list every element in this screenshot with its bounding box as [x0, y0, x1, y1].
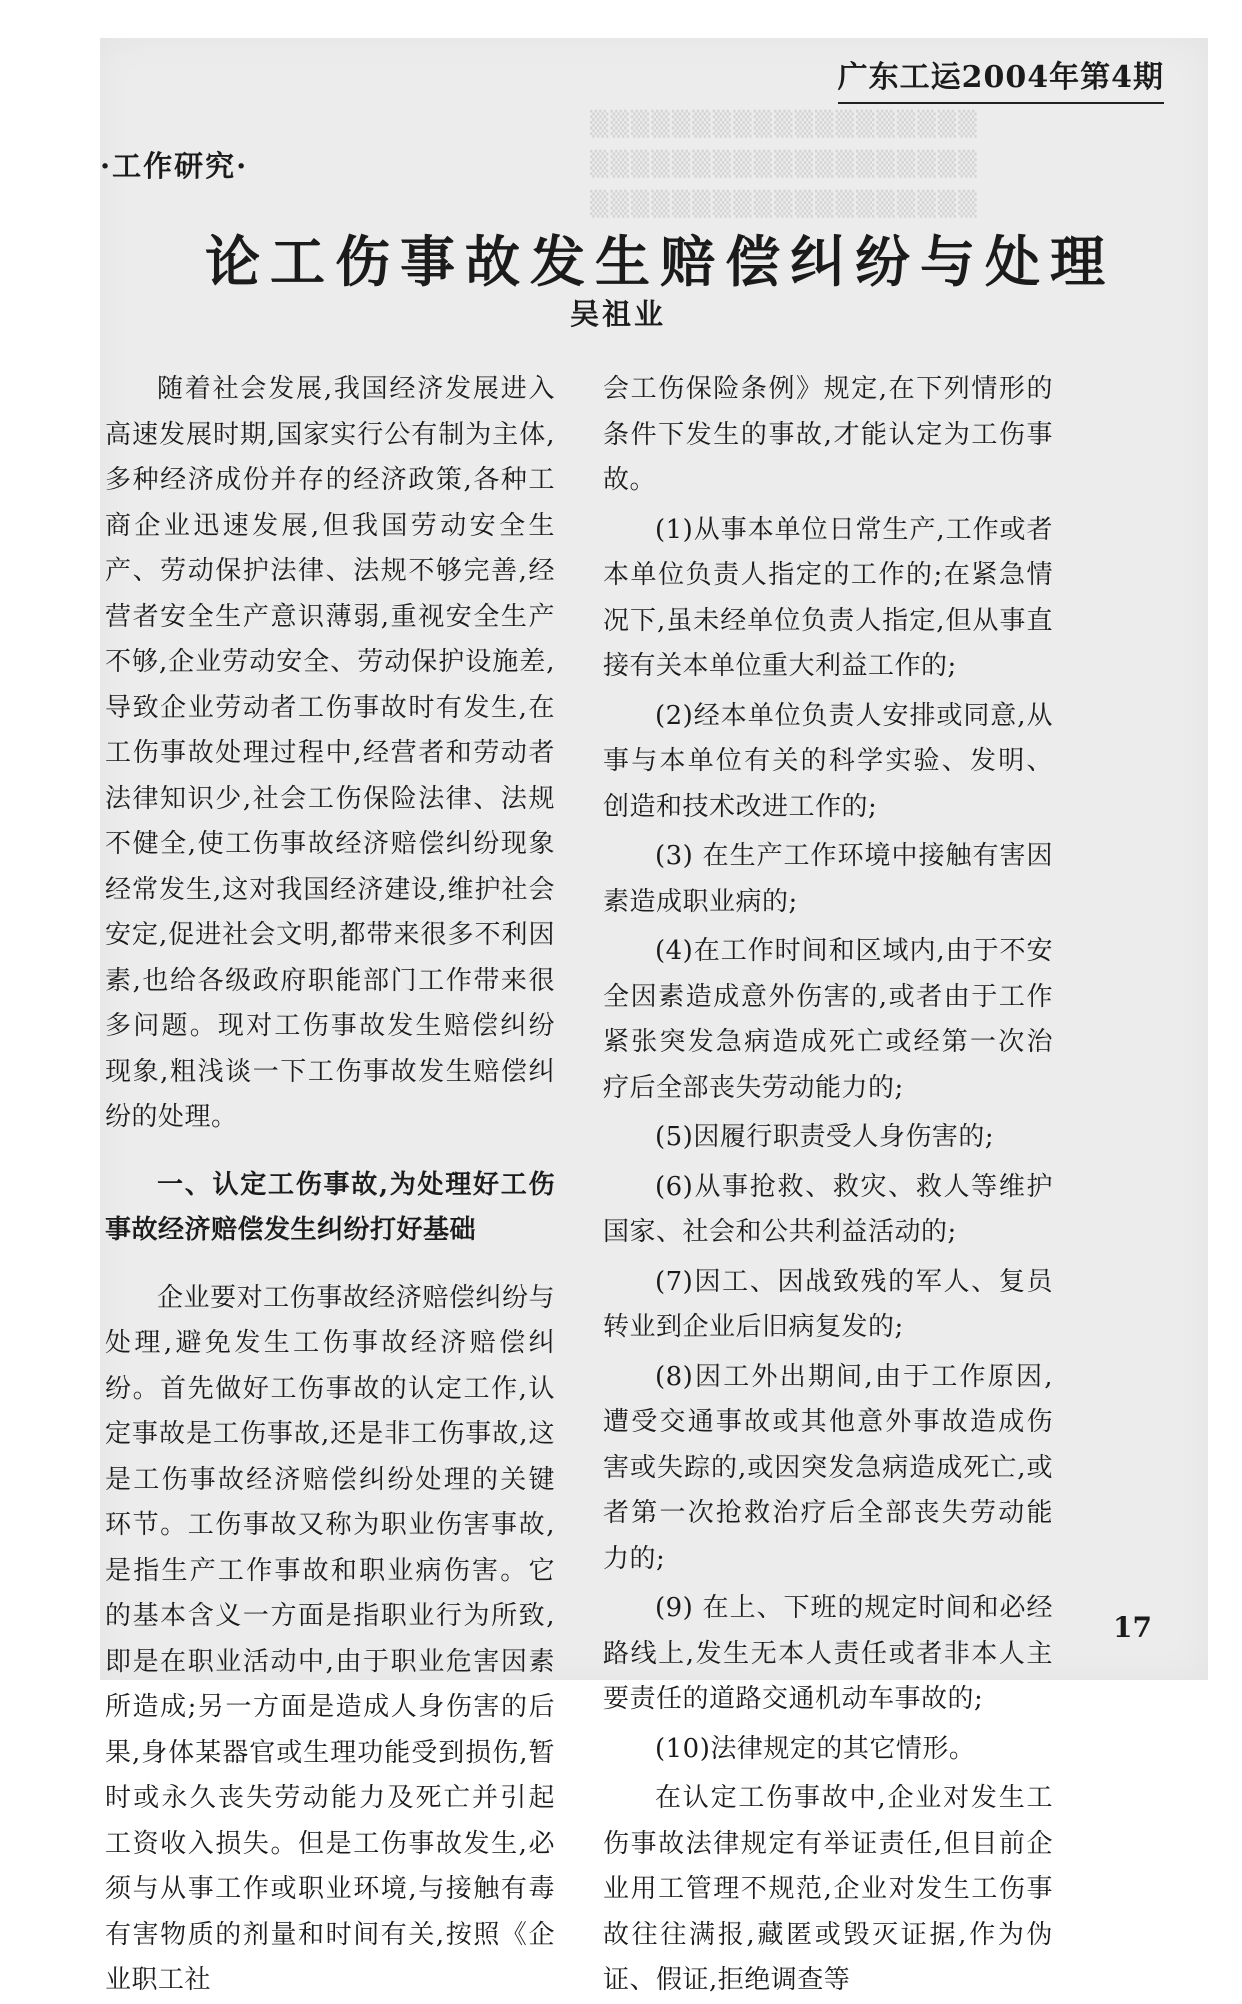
article-title: 论工伤事故发生赔偿纠纷与处理	[205, 229, 1116, 294]
paragraph-continuation: 会工伤保险条例》规定,在下列情形的条件下发生的事故,才能认定为工伤事故。	[603, 374, 1053, 495]
left-column	[105, 367, 555, 2004]
right-column	[603, 367, 1053, 2004]
section-heading: 一、认定工伤事故,为处理好工伤事故经济赔偿发生纠纷打好基础	[105, 1169, 555, 1245]
running-head: 广东工运2004年第4期	[838, 52, 1164, 104]
bleed-through-text: ▒▒▒▒▒▒▒▒▒▒▒▒▒▒▒▒▒▒▒	[590, 110, 979, 138]
list-item: (6)从事抢救、救灾、救人等维护国家、社会和公共利益活动的;	[603, 1171, 1053, 1247]
page-number: 17	[1113, 1611, 1152, 1644]
list-item: (9) 在上、下班的规定时间和必经路线上,发生无本人责任或者非本人主要责任的道路交通机动车事故的;	[603, 1593, 1053, 1714]
article-author: 吴祖业	[570, 297, 667, 331]
paragraph: 企业要对工伤事故经济赔偿纠纷与处理,避免发生工伤事故经济赔偿纠纷。首先做好工伤事故的认定工作,认定事故是工伤事故,还是非工伤事故,这是工伤事故经济赔偿纠纷处理的关键环节。工伤事故又称为职业伤害事故,是指生产工作事故和职业病伤害。它的基本含义一方面是指职业行为所致,即是在职业活动中,由于职业危害因素所造成;另一方面是造成人身伤害的后果,身体某器官或生理功能受到损伤,暂时或永久丧失劳动能力及死亡并引起工资收入损失。但是工伤事故发生,必须与从事工作或职业环境,与接触有毒有害物质的剂量和时间有关,按照《企业职工社	[105, 1282, 555, 1995]
list-item: (8)因工外出期间,由于工作原因,遭受交通事故或其他意外事故造成伤害或失踪的,或因突发急病造成死亡,或者第一次抢救治疗后全部丧失劳动能力的;	[603, 1361, 1053, 1574]
list-item: (7)因工、因战致残的军人、复员转业到企业后旧病复发的;	[603, 1266, 1053, 1342]
list-item: (10)法律规定的其它情形。	[655, 1733, 976, 1764]
bleed-through-text: ▒▒▒▒▒▒▒▒▒▒▒▒▒▒▒▒▒▒▒	[590, 190, 979, 218]
list-item: (3) 在生产工作环境中接触有害因素造成职业病的;	[603, 841, 1053, 917]
paragraph: 在认定工伤事故中,企业对发生工伤事故法律规定有举证责任,但目前企业用工管理不规范,企业对发生工伤事故往往满报,藏匿或毁灭证据,作为伪证、假证,拒绝调查等	[603, 1783, 1053, 1995]
bleed-through-text: ▒▒▒▒▒▒▒▒▒▒▒▒▒▒▒▒▒▒▒	[590, 150, 979, 178]
paragraph: 随着社会发展,我国经济发展进入高速发展时期,国家实行公有制为主体,多种经济成份并存的经济政策,各种工商企业迅速发展,但我国劳动安全生产、劳动保护法律、法规不够完善,经营者安全生产意识薄弱,重视安全生产不够,企业劳动安全、劳动保护设施差,导致企业劳动者工伤事故时有发生,在工伤事故处理过程中,经营者和劳动者法律知识少,社会工伤保险法律、法规不健全,使工伤事故经济赔偿纠纷现象经常发生,这对我国经济建设,维护社会安定,促进社会文明,都带来很多不利因素,也给各级政府职能部门工作带来很多问题。现对工伤事故发生赔偿纠纷现象,粗浅谈一下工伤事故发生赔偿纠纷的处理。	[105, 374, 555, 1132]
list-item: (4)在工作时间和区域内,由于不安全因素造成意外伤害的,或者由于工作紧张突发急病造成死亡或经第一次治疗后全部丧失劳动能力的;	[603, 936, 1053, 1103]
column-tag: ·工作研究·	[100, 149, 249, 183]
list-item: (2)经本单位负责人安排或同意,从事与本单位有关的科学实验、发明、创造和技术改进工作的;	[603, 700, 1053, 822]
list-item: (1)从事本单位日常生产,工作或者本单位负责人指定的工作的;在紧急情况下,虽未经单位负责人指定,但从事直接有关本单位重大利益工作的;	[603, 514, 1053, 681]
list-item: (5)因履行职责受人身伤害的;	[655, 1122, 995, 1152]
